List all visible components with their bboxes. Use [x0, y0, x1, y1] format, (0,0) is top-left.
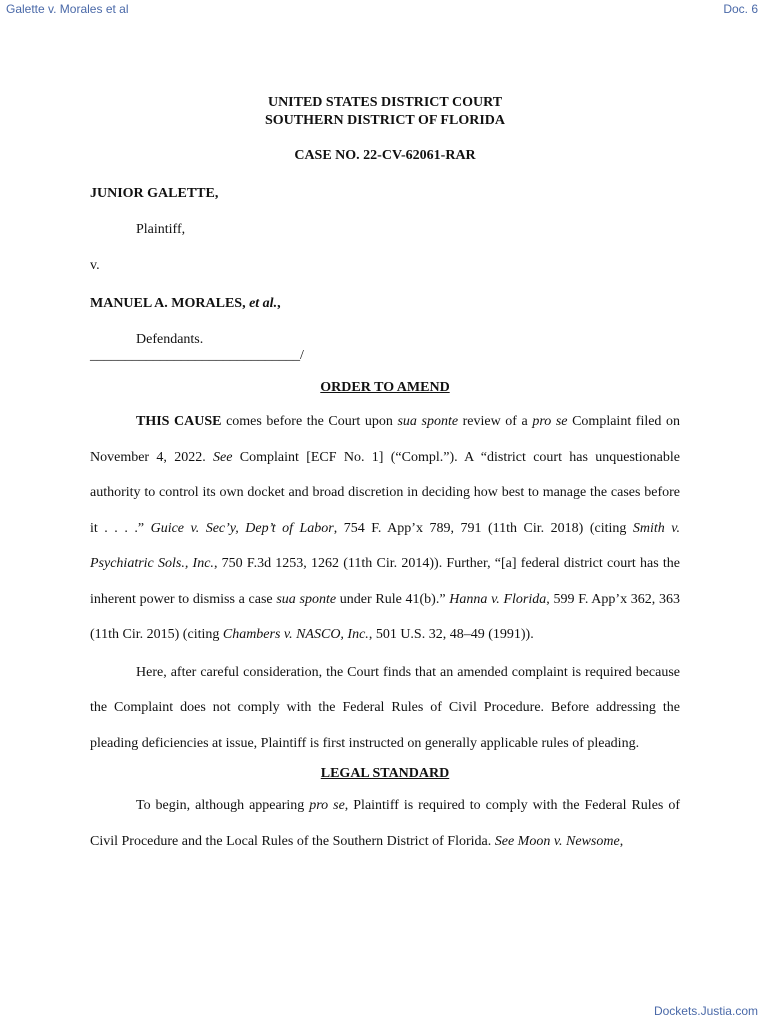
italic-run: sua sponte — [276, 591, 337, 607]
text-run: Complaint [ECF No. 1] (“Compl.”). A “district court has unquestionable authority to control its own docket and broad discretion in deciding how best to manage the cases before it . . . .” — [90, 449, 680, 536]
court-name — [90, 94, 680, 130]
header-doc-number: Doc. 6 — [723, 2, 758, 16]
case-number: CASE NO. 22-CV-62061-RAR — [294, 148, 476, 163]
justia-dockets-link[interactable]: Dockets.Justia.com — [653, 1004, 758, 1018]
this-cause-lead: THIS CAUSE — [136, 414, 222, 429]
document-page — [90, 94, 680, 859]
italic-run: sua sponte — [397, 414, 459, 429]
case-citation: Hanna v. Florida — [449, 591, 547, 607]
text-run: review of a — [458, 414, 533, 429]
italic-run: See — [213, 449, 233, 465]
text-run: , 501 U.S. 32, 48–49 (1991)). — [368, 627, 534, 642]
plaintiff-name: JUNIOR GALETTE, — [90, 186, 219, 201]
versus: v. — [90, 258, 100, 273]
signature-line: ______________________________/ — [90, 348, 304, 363]
plaintiff-role: Plaintiff, — [136, 222, 186, 237]
case-citation: Guice v. Sec’y, Dep’t of Labor — [150, 520, 334, 536]
defendant-role: Defendants. — [136, 332, 204, 347]
text-run: , Plaintiff is required to comply with the Federal Rules of Civil Procedure and the Local Rules of the Southern District of Florida. — [90, 798, 680, 849]
text-run: Complaint filed on November 4, 2022. — [90, 414, 681, 465]
text-run: , 754 F. App’x 789, 791 (11th Cir. 2018) (citing — [333, 520, 633, 536]
text-run: , 599 F. App’x 362, 363 (11th Cir. 2015) (citing — [90, 591, 681, 642]
paragraph-to-begin — [90, 788, 680, 859]
text-run: under Rule 41(b).” — [336, 591, 450, 607]
text-run: , 750 F.3d 1253, 1262 (11th Cir. 2014)). Further, “[a] federal district court has the inherent power to dismiss a case — [90, 556, 680, 607]
paragraph-here-after: Here, after careful consideration, the Court finds that an amended complaint is required because the Complaint does not comply with the Federal Rules of Civil Procedure. Before addressing the pleading deficiencies at issue, Plaintiff is first instructed on generally applicable rules of pleading. — [90, 664, 680, 751]
text-run: , — [619, 833, 624, 849]
defendant-comma: , — [277, 296, 281, 311]
case-citation: Smith v. Psychiatric Sols., Inc. — [90, 520, 680, 571]
case-citation: Chambers v. NASCO, Inc. — [222, 627, 369, 642]
court-line-2: SOUTHERN DISTRICT OF FLORIDA — [265, 113, 505, 128]
order-title: ORDER TO AMEND — [320, 380, 450, 395]
defendant-name: MANUEL A. MORALES, — [90, 296, 246, 311]
defendant-name-line — [90, 296, 680, 312]
italic-run: pro se — [532, 414, 568, 429]
paragraph-this-cause — [90, 404, 680, 653]
italic-run: pro se — [309, 798, 345, 813]
case-citation: See Moon v. Newsome — [494, 833, 620, 849]
text-run: To begin, although appearing — [136, 798, 310, 813]
court-line-1: UNITED STATES DISTRICT COURT — [267, 95, 503, 110]
defendant-et-al: et al. — [249, 296, 278, 311]
legal-standard-title: LEGAL STANDARD — [320, 766, 450, 781]
text-run: comes before the Court upon — [221, 414, 398, 429]
header-case-title: Galette v. Morales et al — [6, 2, 129, 16]
